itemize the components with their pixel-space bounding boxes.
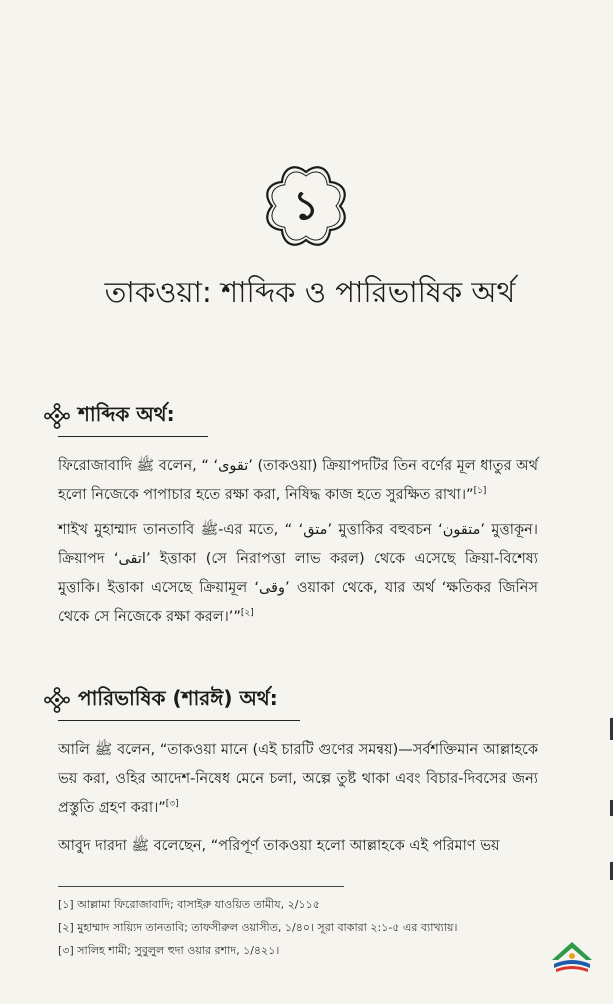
- section-heading-technical: [44, 684, 278, 716]
- section-underline: [58, 436, 208, 437]
- footnote-ref: [২]: [240, 608, 254, 619]
- floral-ornament-icon: [44, 403, 70, 429]
- logo-dot: [569, 953, 575, 959]
- paragraph-tantawi: শাইখ মুহাম্মাদ তানতাবি ﷺ-এর মতে, “ ‘متق’ মুত্তাকির বহুবচন ‘متقون’ মুত্তাকূন। ক্রিয়াপদ ‘اتقى’ ইত্তাকা (সে নিরাপত্তা লাভ করল) থেকে এসেছে ক্রিয়া-বিশেষ্য মুত্তাকি। ইত্তাকা এসেছে ক্রিয়ামূল ‘وقى’ ওয়াকা থেকে, যার অর্থ ‘ক্ষতিকর জিনিস থেকে সে নিজেকে রক্ষা করল।’”[২]: [58, 522, 539, 625]
- paragraph-ali: আলি ﷺ বলেন, “তাকওয়া মানে (এই চারটি গুণের সমন্বয়)—সর্বশক্তিমান আল্লাহকে ভয় করা, ওহির আদেশ-নিষেধ মেনে চলা, অল্পে তুষ্ট থাকা এবং বিচার-দিবসের জন্য প্রস্তুতি গ্রহণ করা।”[৩]: [58, 742, 538, 816]
- footnote-ref: [১]: [473, 486, 487, 497]
- footnote-2: [২] মুহাম্মাদ সায়্যিদ তানতাবি; তাফসীরুল ওয়াসীত, ১/৪০। সূরা বাকারা ২:১-৫ এর ব্যাখ্যায়।: [58, 921, 458, 934]
- paragraph-firozabadi: ফিরোজাবাদি ﷺ বলেন, “ ‘تقوى’ (তাকওয়া) ক্রিয়াপদটির তিন বর্ণের মূল ধাতুর অর্থ হলো নিজেকে পাপাচার হতে রক্ষা করা, নিষিদ্ধ কাজ হতে সুরক্ষিত রাখা।”[১]: [58, 458, 538, 503]
- footnote-3: [৩] সালিহ শামী; সুবুলুল হুদা ওয়ার রশাদ, ১/৪২১।: [58, 944, 280, 957]
- publisher-logo-icon: [548, 938, 596, 978]
- floral-ornament-icon: [44, 687, 70, 713]
- section-heading-text: শাব্দিক অর্থ:: [78, 401, 175, 426]
- paragraph-abud-darda: আবুদ দারদা ﷺ বলেছেন, “পরিপূর্ণ তাকওয়া হলো আল্লাহকে এই পরিমাণ ভয়: [58, 838, 500, 854]
- section-heading-text: পারিভাষিক (শারঈ) অর্থ:: [78, 685, 278, 710]
- chapter-number-badge: [262, 162, 350, 250]
- footnote-ref: [৩]: [165, 799, 179, 810]
- logo-book-bottom: [556, 966, 588, 972]
- footnote-1: [১] আল্লামা ফিরোজাবাদি; বাসাইরু যাওয়িত তামীয, ২/১১৫: [58, 898, 320, 911]
- chapter-number: ১: [293, 183, 319, 229]
- footnote-divider: [58, 886, 344, 887]
- section-heading-literal: [44, 400, 175, 432]
- chapter-title: তাকওয়া: শাব্দিক ও পারিভাষিক অর্থ: [104, 275, 516, 309]
- section-underline: [58, 720, 300, 721]
